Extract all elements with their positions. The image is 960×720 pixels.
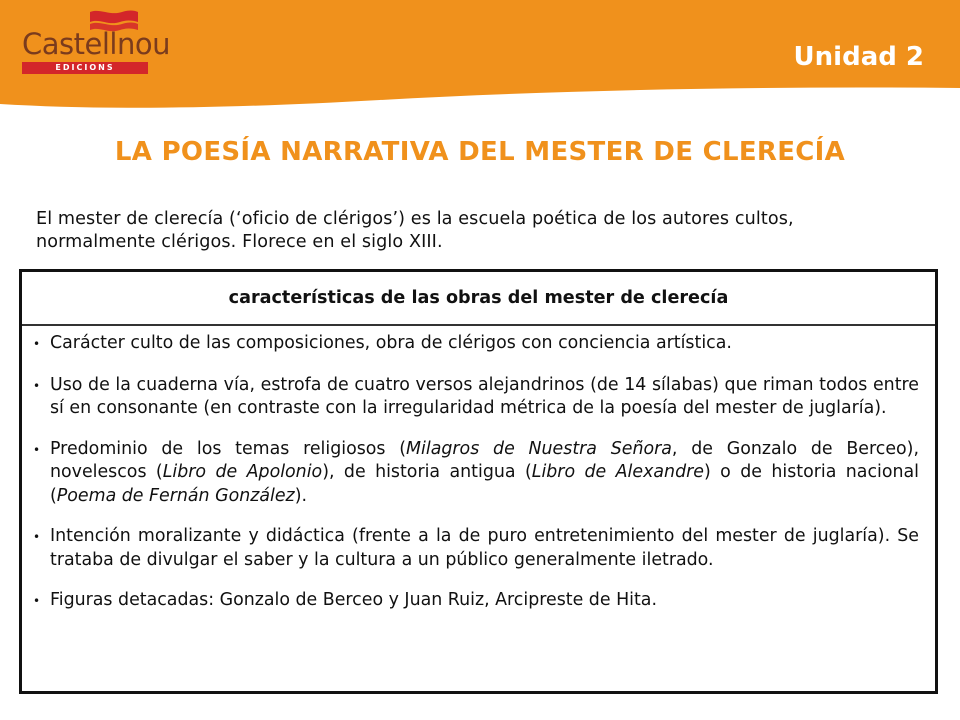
unit-label: Unidad 2 <box>793 42 924 72</box>
work-title: Libro de Apolonio <box>162 462 323 482</box>
text-segment: ), de historia antigua ( <box>322 462 532 482</box>
castellnou-logo <box>18 8 170 74</box>
list-item <box>33 332 919 357</box>
page-title: LA POESÍA NARRATIVA DEL MESTER DE CLERECÍA <box>114 137 846 167</box>
work-title: Libro de Alexandre <box>531 462 704 482</box>
text-segment: , de Gonzalo de Berceo), novelescos ( <box>50 438 919 482</box>
list-item-text <box>50 525 919 572</box>
logo-wordmark: Castellnou <box>22 27 170 61</box>
bullet-icon: • <box>33 378 41 393</box>
list-item <box>33 525 919 572</box>
box-heading: características de las obras del mester de clerecía <box>22 272 935 326</box>
intro-paragraph: El mester de clerecía (‘oficio de clérigos’) es la escuela poética de los autores cultos, normalmente clérigos. Florece en el siglo XIII. <box>36 209 794 252</box>
text-segment: Carácter culto de las composiciones, obra de clérigos con conciencia artística. <box>50 333 732 353</box>
list-item-text <box>50 589 919 613</box>
list-item <box>33 589 919 614</box>
list-item-text <box>50 438 919 509</box>
text-segment: Figuras detacadas: Gonzalo de Berceo y Juan Ruiz, Arcipreste de Hita. <box>50 590 657 610</box>
text-segment: ). <box>294 485 308 506</box>
bullet-icon: • <box>33 442 41 457</box>
characteristics-box <box>19 269 938 694</box>
text-segment: Uso de la cuaderna vía, estrofa de cuatro versos alejandrinos (de 14 sílabas) que riman todos entre sí en consonante (en contraste con la irregularidad métrica de la poesía del mester de juglaría). <box>50 374 919 418</box>
list-item-text <box>50 332 919 356</box>
bullet-icon: • <box>33 337 41 351</box>
work-title: Poema de Fernán González <box>56 485 295 506</box>
work-title: Milagros de Nuestra Señora <box>406 438 672 459</box>
characteristics-list <box>22 326 935 614</box>
text-segment: Predominio de los temas religiosos ( <box>50 438 407 459</box>
text-segment: ) o de historia nacional ( <box>50 462 920 506</box>
list-item <box>33 438 919 509</box>
logo-subtitle: EDICIONS <box>22 62 148 74</box>
list-item <box>33 374 919 421</box>
bullet-icon: • <box>33 530 41 544</box>
text-segment: Intención moralizante y didáctica (frente a la de puro entretenimiento del mester de juglaría). Se trataba de divulgar el saber y la cultura a un público generalmente iletrado. <box>50 526 919 570</box>
list-item-text <box>50 374 919 421</box>
bullet-icon: • <box>33 594 41 608</box>
